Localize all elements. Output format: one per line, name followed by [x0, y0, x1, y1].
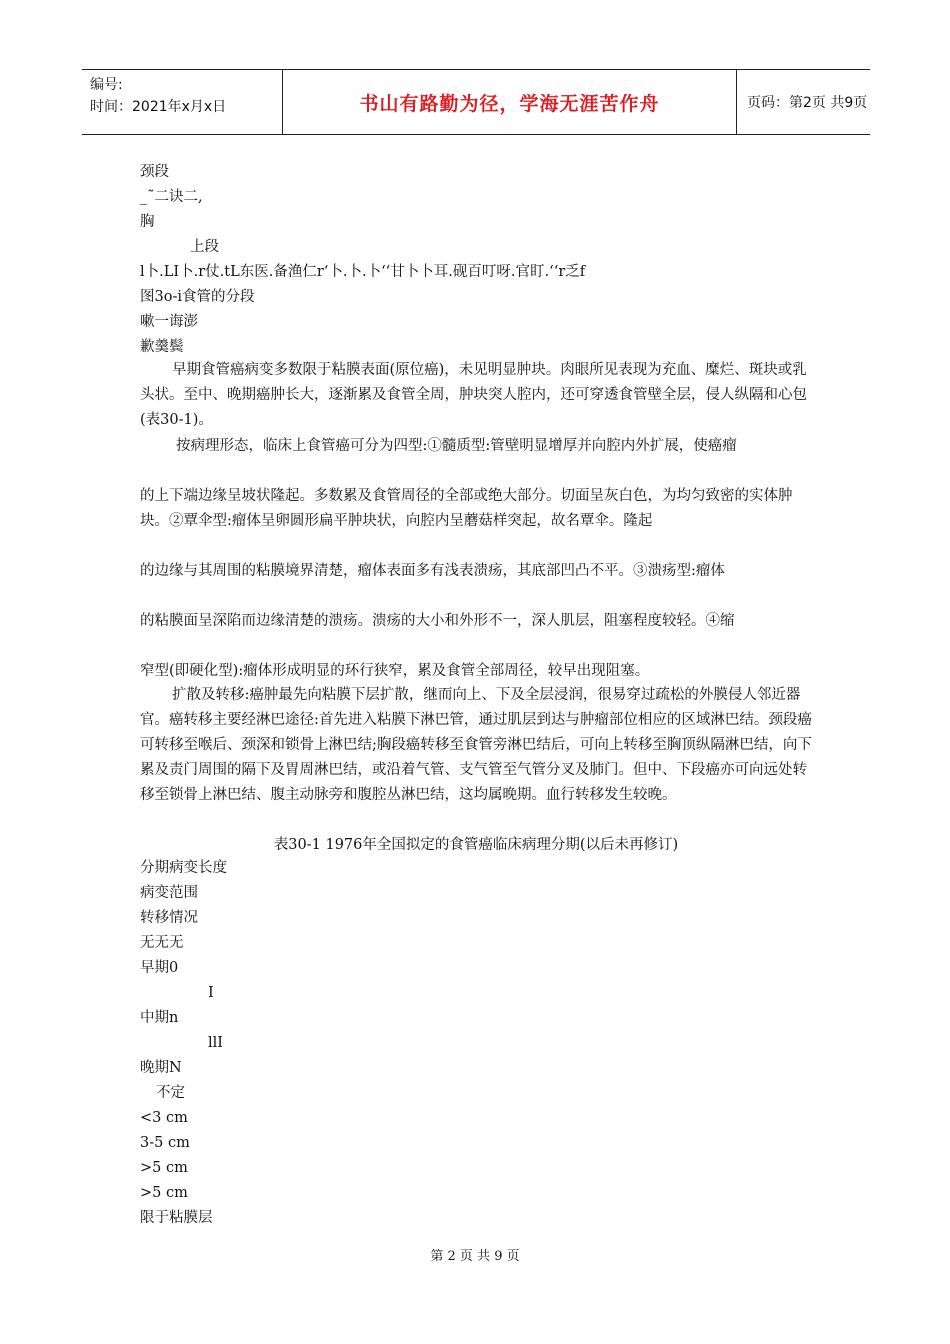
table-line: 中期n — [140, 1010, 179, 1026]
figure-caption: 图3o-i食管的分段 — [140, 289, 255, 305]
page-header — [82, 69, 870, 135]
paragraph: 扩散及转移:癌肿最先向粘膜下层扩散，继而向上、下及全层浸润，很易穿过疏松的外膜侵人邻近器官。癌转移主要经淋巴途径:首先进入粘膜下淋巴管，通过肌层到达与肿瘤部位相应的区域淋巴结。颈段癌可转移至喉后、颈深和锁骨上淋巴结;胸段癌转移至食管旁淋巴结后，可向上转移至胸顶纵隔淋巴结，向下累及责门周围的隔下及胃周淋巴结，或沿着气管、支气管至气管分叉及肺门。但中、下段癌亦可向远处转移至锁骨上淋巴结、腹主动脉旁和腹腔丛淋巴结，这均属晚期。血行转移发生较晚。 — [140, 687, 812, 803]
header-motto-cell — [282, 70, 737, 134]
table-line: 3-5 cm — [140, 1135, 190, 1151]
text-line: l卜.LI卜.r仗.tL东医.备渔仁r‘卜.卜.卜‘‘甘卜卜耳.砚百叮呀.官盯.‘‘r乏f — [140, 264, 586, 280]
paragraph: 的上下端边缘呈坡状隆起。多数累及食管周径的全部或绝大部分。切面呈灰白色，为均匀致密的实体肿块。②覃伞型:瘤体呈卵圆形扁平肿块状，向腔内呈蘑菇样突起，故名覃伞。隆起 — [140, 488, 793, 529]
paragraph: 窄型(即硬化型):瘤体形成明显的环行狭窄，累及食管全部周径，较早出现阻塞。 — [140, 663, 650, 679]
table-line: 晚期N — [140, 1060, 182, 1076]
table-line: 病变范围 — [140, 885, 198, 901]
header-meta — [82, 70, 282, 134]
table-caption: 表30-1 1976年全国拟定的食管癌临床病理分期(以后未再修订) — [273, 837, 679, 853]
text-line: 胸 — [140, 214, 155, 230]
document-time-label: 时间：2021年x月x日 — [90, 99, 227, 115]
text-line: 上段 — [190, 239, 219, 255]
header-page-label: 页码：第2页 共9页 — [747, 95, 868, 111]
text-line: 颈段 — [140, 164, 169, 180]
paragraph: 的边缘与其周围的粘膜境界清楚，瘤体表面多有浅表溃疡，其底部凹凸不平。③溃疡型:瘤体 — [140, 563, 725, 579]
paragraph: 按病理形态，临床上食管癌可分为四型:①髓质型:管壁明显增厚并向腔内外扩展，使癌瘤 — [176, 438, 737, 454]
table-line: >5 cm — [140, 1185, 188, 1201]
table-line: 转移情况 — [140, 910, 198, 926]
page-footer: 第 2 页 共 9 页 — [430, 1249, 520, 1264]
table-line: 无无无 — [140, 935, 184, 951]
table-line: >5 cm — [140, 1160, 188, 1176]
table-line: 分期病变长度 — [140, 860, 227, 876]
table-line: I — [208, 985, 214, 1001]
table-line: 不定 — [156, 1085, 185, 1101]
table-line: <3 cm — [140, 1110, 188, 1126]
header-motto: 书山有路勤为径，学海无涯苦作舟 — [359, 92, 660, 115]
text-line: _˜二诀二, — [140, 189, 203, 205]
table-line: llI — [208, 1035, 224, 1051]
table-line: 早期0 — [140, 960, 179, 976]
paragraph: 的粘膜面呈深陷而边缘清楚的溃疡。溃疡的大小和外形不一，深人肌层，阻塞程度较轻。④缩 — [140, 613, 735, 629]
document-number-label: 编号: — [90, 77, 123, 93]
table-line: 限于粘膜层 — [140, 1210, 213, 1226]
header-page-cell — [737, 70, 870, 134]
paragraph: 早期食管癌病变多数限于粘膜表面(原位癌)，未见明显肿块。肉眼所见表现为充血、糜烂、斑块或乳头状。至中、晚期癌肿长大，逐渐累及食管全周，肿块突人腔内，还可穿透食管壁全层，侵人纵隔和心包(表30-1)。 — [140, 362, 807, 428]
text-line: 嗽一诲澎 — [140, 314, 198, 330]
text-line: 歉羹鬓 — [140, 339, 184, 355]
